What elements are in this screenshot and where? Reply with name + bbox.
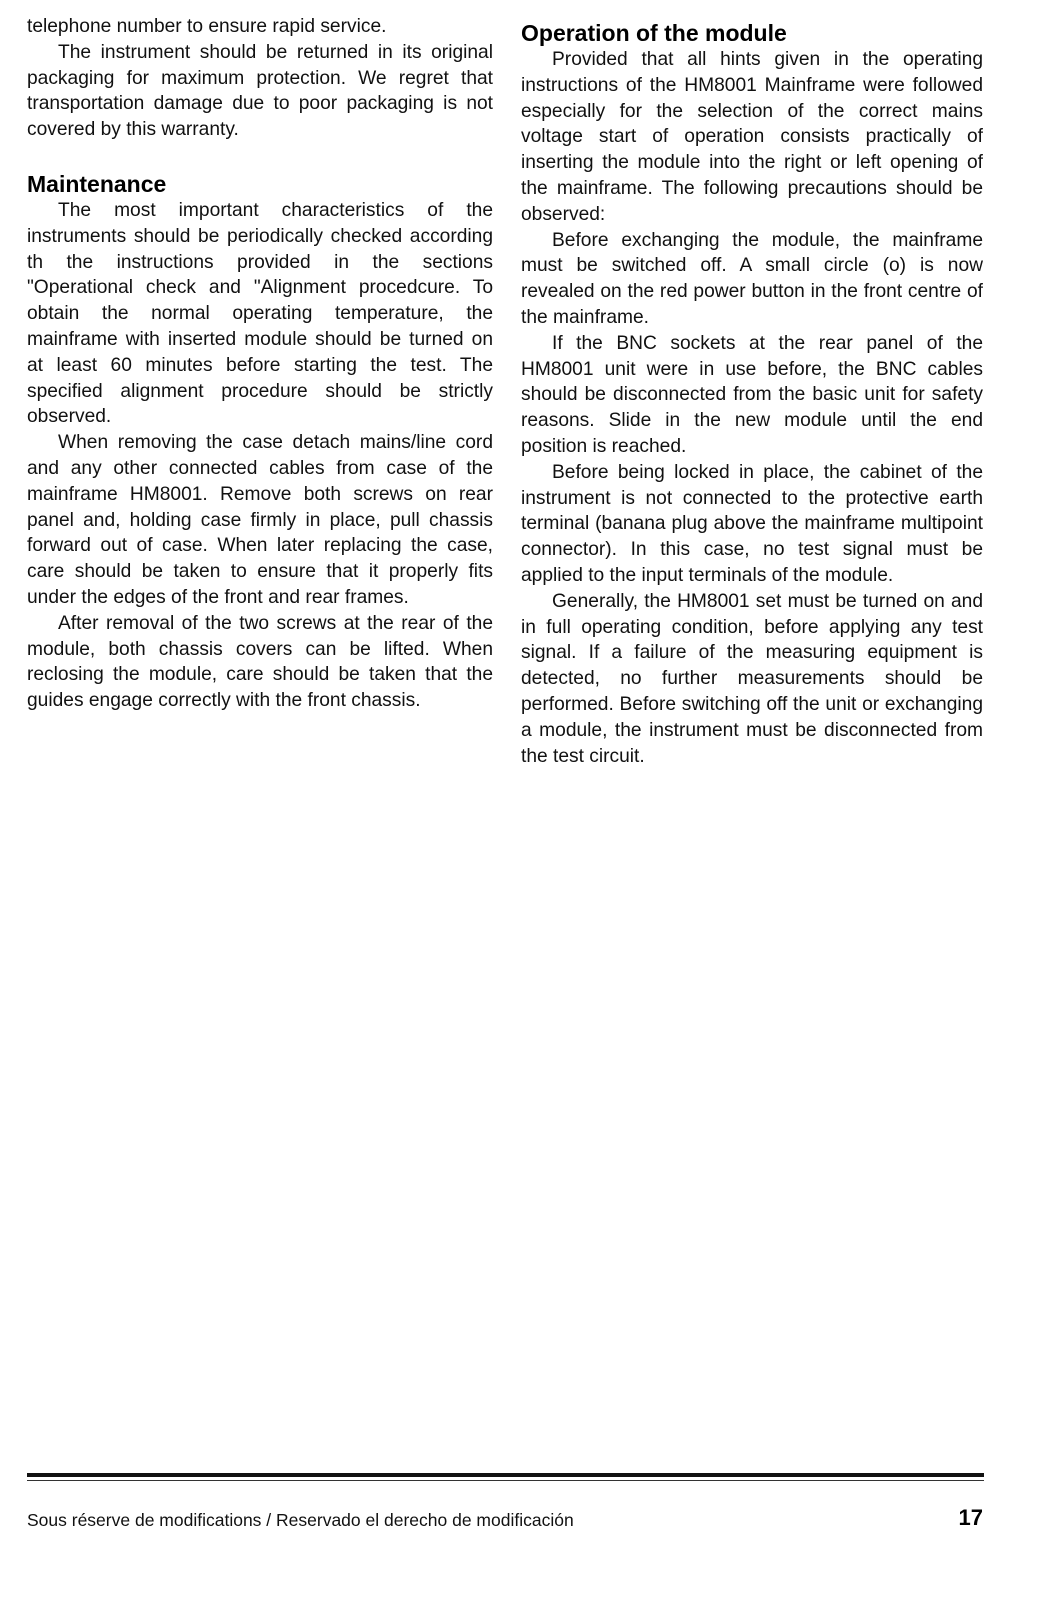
right-column: [521, 14, 983, 769]
left-column: [27, 14, 493, 714]
footer-notice: Sous réserve de modifications / Reservado el derecho de modificación: [27, 1510, 574, 1530]
paragraph-removing-case: When removing the case detach mains/line cord and any other connected cables from case of the mainframe HM8001. Remove both screws on rear panel and, holding case firmly in place, pull chassis forward out of case. When later replacing the case, care should be taken to ensure that it properly fits under the edges of the front and rear frames.: [27, 432, 493, 608]
paragraph-chassis-covers: After removal of the two screws at the rear of the module, both chassis covers can be lifted. When reclosing the module, care should be taken that the guides engage correctly with the front chassis.: [27, 612, 493, 712]
paragraph-hints: Provided that all hints given in the operating instructions of the HM8001 Mainframe were followed especially for the selection of the correct mains voltage start of operation consists practically of inserting the module into the right or left opening of the mainframe. The following precautions should be observed:: [521, 49, 983, 225]
heading-maintenance: Maintenance: [27, 170, 167, 197]
paragraph-bnc: If the BNC sockets at the rear panel of the HM8001 unit were in use before, the BNC cables should be disconnected from the basic unit for safety reasons. Slide in the new module until the end position is reached.: [521, 332, 983, 457]
paragraph-locked: Before being locked in place, the cabinet of the instrument is not connected to the protective earth terminal (banana plug above the mainframe multipoint connector). In this case, no test signal must be applied to the input terminals of the module.: [521, 461, 983, 586]
paragraph-characteristics: The most important characteristics of the instruments should be periodically checked according th the instructions provided in the sections "Operational check and "Alignment procedcure. To obtain the normal operating temperature, the mainframe with inserted module should be turned on at least 60 minutes before starting the test. The specified alignment procedure should be strictly observed.: [27, 199, 493, 428]
footer-rule-thick: [27, 1473, 984, 1477]
paragraph-packaging: The instrument should be returned in its original packaging for maximum protection. We regret that transportation damage due to poor packaging is not covered by this warranty.: [27, 41, 493, 141]
footer-rule-thin: [27, 1480, 984, 1481]
paragraph-continued: telephone number to ensure rapid service.: [27, 16, 387, 37]
heading-operation: Operation of the module: [521, 20, 787, 46]
page-number: 17: [958, 1505, 983, 1530]
paragraph-exchanging: Before exchanging the module, the mainframe must be switched off. A small circle (o) is now revealed on the red power button in the front centre of the mainframe.: [521, 229, 983, 328]
paragraph-generally: Generally, the HM8001 set must be turned on and in full operating condition, before applying any test signal. If a failure of the measuring equipment is detected, no further measurements should be performed. Before switching off the unit or exchanging a module, the instrument must be disconnected from the test circuit.: [521, 590, 983, 767]
